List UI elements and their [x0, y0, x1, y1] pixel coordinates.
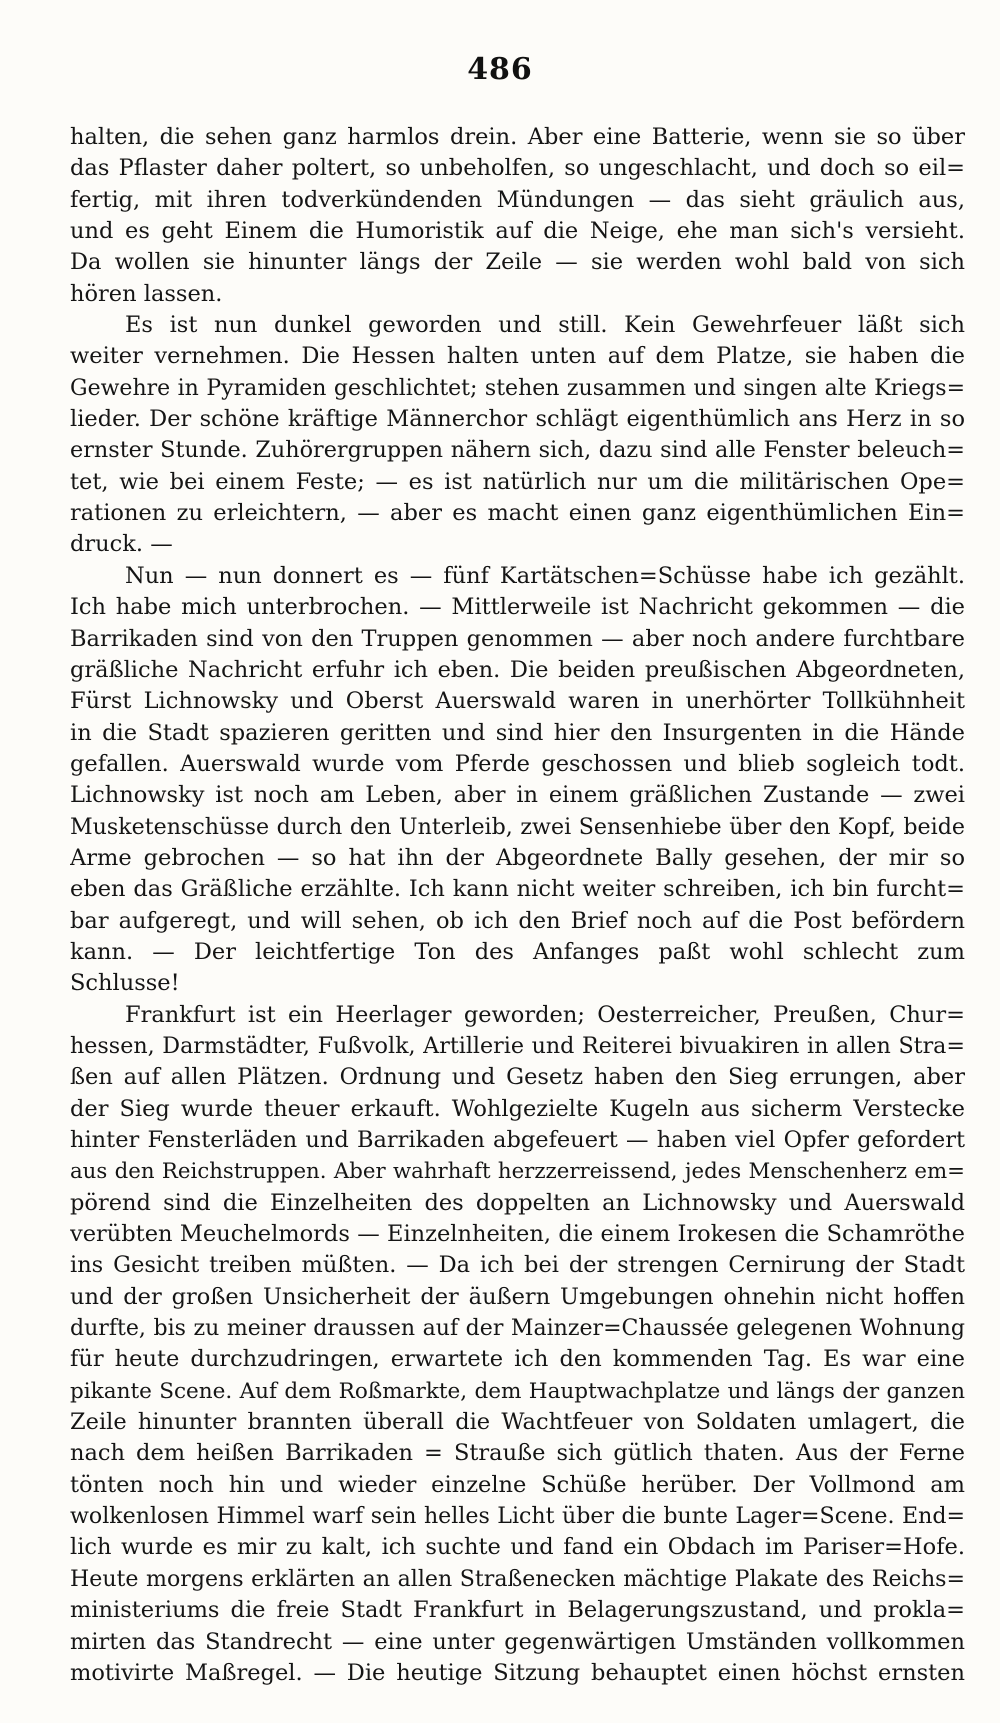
text-line: ßen auf allen Plätzen. Ordnung und Gesetz haben den Sieg errungen, aber [70, 1064, 965, 1091]
text-line: ministeriums die freie Stadt Frankfurt in Belagerungszustand, und prokla= [70, 1597, 965, 1624]
text-line: weiter vernehmen. Die Hessen halten unten auf dem Platze, sie haben die [70, 343, 965, 370]
text-line: der Sieg wurde theuer erkauft. Wohlgezielte Kugeln aus sicherm Verstecke [70, 1095, 965, 1122]
text-line: Schlusse! [70, 970, 180, 997]
text-line: Heute morgens erklärten an allen Straßenecken mächtige Plakate des Reichs= [70, 1565, 965, 1592]
text-line: hessen, Darmstädter, Fußvolk, Artillerie und Reiterei bivuakiren in allen Stra= [70, 1032, 965, 1059]
text-line: rationen zu erleichtern, — aber es macht einen ganz eigenthümlichen Ein= [70, 500, 965, 527]
text-line: für heute durchzudringen, erwartete ich den kommenden Tag. Es war eine [70, 1346, 965, 1373]
text-line: pörend sind die Einzelheiten des doppelten an Lichnowsky und Auerswald [70, 1189, 965, 1216]
text-line: und es geht Einem die Humoristik auf die Neige, ehe man sich's versieht. [70, 218, 965, 245]
text-line: Lichnowsky ist noch am Leben, aber in einem gräßlichen Zustande — zwei [70, 782, 965, 809]
text-line: wolkenlosen Himmel warf sein helles Licht über die bunte Lager=Scene. End= [70, 1503, 965, 1530]
text-line: Nun — nun donnert es — fünf Kartätschen=Schüsse habe ich gezählt. [125, 562, 965, 589]
text-line: Frankfurt ist ein Heerlager geworden; Oesterreicher, Preußen, Chur= [125, 1001, 965, 1028]
text-line: lich wurde es mir zu kalt, ich suchte und fand ein Obdach im Pariser=Hofe. [70, 1534, 965, 1561]
text-line: nach dem heißen Barrikaden = Strauße sich gütlich thaten. Aus der Ferne [70, 1440, 965, 1467]
text-line: in die Stadt spazieren geritten und sind hier den Insurgenten in die Hände [70, 719, 965, 746]
text-line: eben das Gräßliche erzählte. Ich kann nicht weiter schreiben, ich bin furcht= [70, 876, 965, 903]
text-line: hören lassen. [70, 280, 223, 307]
text-line: mirten das Standrecht — eine unter gegenwärtigen Umständen vollkommen [70, 1628, 965, 1655]
text-line: Es ist nun dunkel geworden und still. Kein Gewehrfeuer läßt sich [125, 312, 965, 339]
text-line: und der großen Unsicherheit der äußern Umgebungen ohnehin nicht hoffen [70, 1283, 965, 1310]
text-line: druck. — [70, 531, 173, 558]
text-line: tönten noch hin und wieder einzelne Schüße herüber. Der Vollmond am [70, 1471, 965, 1498]
text-line: motivirte Maßregel. — Die heutige Sitzung behauptet einen höchst ernsten [70, 1659, 965, 1686]
text-line: Da wollen sie hinunter längs der Zeile — sie werden wohl bald von sich [70, 249, 965, 276]
body-text [70, 122, 965, 1689]
text-line: aus den Reichstruppen. Aber wahrhaft herzzerreissend, jedes Menschenherz em= [70, 1159, 965, 1185]
text-line: bar aufgeregt, und will sehen, ob ich den Brief noch auf die Post befördern [70, 907, 965, 934]
text-line: ernster Stunde. Zuhörergruppen nähern sich, dazu sind alle Fenster beleuch= [70, 437, 965, 464]
text-line: ins Gesicht treiben müßten. — Da ich bei der strengen Cernirung der Stadt [70, 1252, 965, 1279]
text-line: Barrikaden sind von den Truppen genommen — aber noch andere furchtbare [70, 625, 965, 652]
text-line: verübten Meuchelmords — Einzelnheiten, die einem Irokesen die Schamröthe [70, 1221, 965, 1248]
text-line: gefallen. Auerswald wurde vom Pferde geschossen und blieb sogleich todt. [70, 750, 965, 777]
text-line: halten, die sehen ganz harmlos drein. Aber eine Batterie, wenn sie so über [70, 124, 965, 150]
text-line: Zeile hinunter brannten überall die Wachtfeuer von Soldaten umlagert, die [70, 1409, 965, 1436]
text-line: Ich habe mich unterbrochen. — Mittlerweile ist Nachricht gekommen — die [70, 594, 965, 621]
text-line: hinter Fensterläden und Barrikaden abgefeuert — haben viel Opfer gefordert [70, 1127, 965, 1153]
text-line: das Pflaster daher poltert, so unbeholfen, so ungeschlacht, und doch so eil= [70, 155, 965, 182]
text-line: Arme gebrochen — so hat ihn der Abgeordnete Bally gesehen, der mir so [70, 844, 965, 871]
text-line: kann. — Der leichtfertige Ton des Anfanges paßt wohl schlecht zum [70, 938, 965, 965]
text-line: tet, wie bei einem Feste; — es ist natürlich nur um die militärischen Ope= [70, 468, 965, 495]
text-line: Musketenschüsse durch den Unterleib, zwei Sensenhiebe über den Kopf, beide [70, 813, 965, 840]
text-line: lieder. Der schöne kräftige Männerchor schlägt eigenthümlich ans Herz in so [70, 406, 965, 433]
text-line: gräßliche Nachricht erfuhr ich eben. Die beiden preußischen Abgeordneten, [70, 656, 965, 683]
text-line: durfte, bis zu meiner draussen auf der Mainzer=Chaussée gelegenen Wohnung [70, 1316, 965, 1342]
page-number: 486 [467, 52, 533, 87]
text-line: pikante Scene. Auf dem Roßmarkte, dem Hauptwachplatze und längs der ganzen [70, 1378, 965, 1404]
text-line: Gewehre in Pyramiden geschlichtet; stehen zusammen und singen alte Kriegs= [70, 375, 965, 401]
text-line: fertig, mit ihren todverkündenden Mündungen — das sieht gräulich aus, [70, 186, 965, 213]
text-line: Fürst Lichnowsky und Oberst Auerswald waren in unerhörter Tollkühnheit [70, 688, 965, 715]
